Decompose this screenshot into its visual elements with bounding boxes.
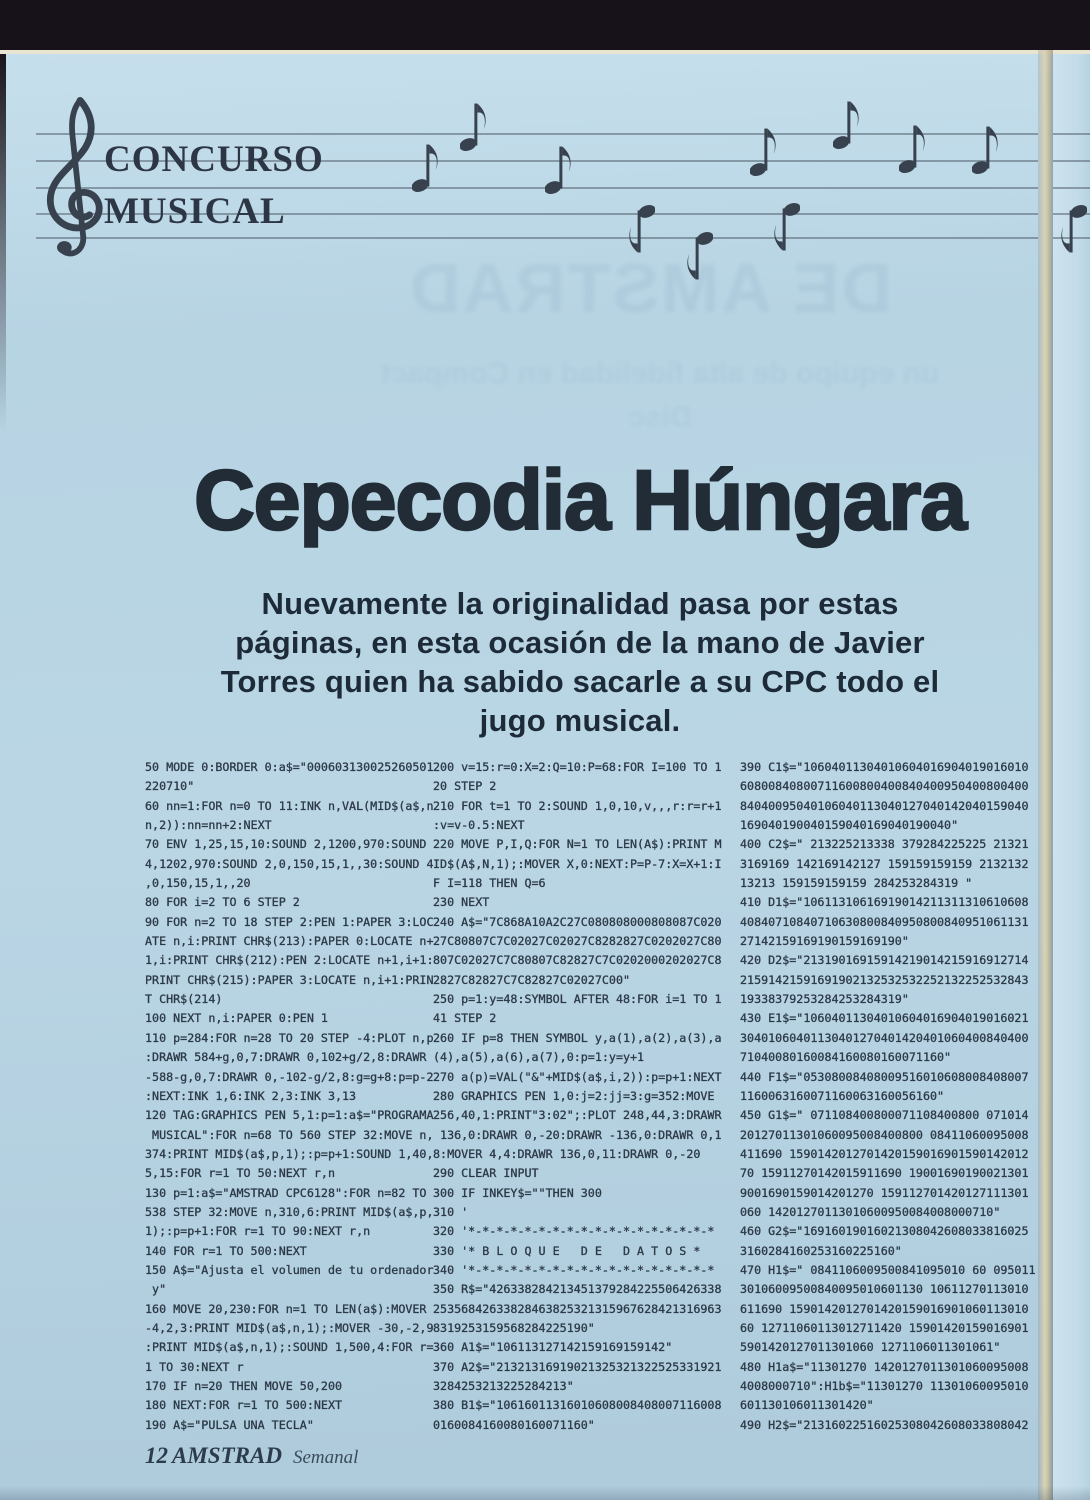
eighth-note-icon <box>412 136 440 196</box>
text-line: páginas, en esta ocasión de la mano de Javier <box>235 625 925 660</box>
article-intro <box>150 584 1010 740</box>
text-line: 2827C82827C7C82827C02027C00" <box>433 972 631 987</box>
text-line: :DRAWR 584+g,0,7:DRAWR 0,102+g/2,8:DRAWR <box>145 1050 427 1065</box>
text-line: 470 H1$=" 0841106009500841095010 60 095011 <box>740 1262 1036 1277</box>
section-title-line2: MUSICAL <box>104 191 286 232</box>
text-line: 19338379253284253284319" <box>740 992 909 1007</box>
text-line: PRINT CHR$(215):PAPER 3:LOCATE n,i+1:PRIN <box>145 972 434 987</box>
text-line: 411690 1590142012701420159016901590142012 <box>740 1146 1029 1161</box>
staff-line <box>1053 133 1090 135</box>
text-line: 27142159169190159169190" <box>740 934 909 949</box>
text-line: 450 G1$=" 071108400800071108400800 071014 <box>740 1108 1029 1123</box>
text-line: 320 '*-*-*-*-*-*-*-*-*-*-*-*-*-*-*-*-*-* <box>433 1224 715 1239</box>
text-line: 430 E1$="10604011304010604016904019016021 <box>740 1011 1029 1026</box>
text-line: 41 STEP 2 <box>433 1011 497 1026</box>
text-line: 410 D1$="10611310616919014211311310610608 <box>740 895 1029 910</box>
ghost-bleed-text: un equipo de alta fidelidad en Compact Disc <box>380 357 940 434</box>
text-line: 180 NEXT:FOR r=1 TO 500:NEXT <box>145 1398 343 1413</box>
text-line: 330 '* B L O Q U E D E D A T O S * <box>433 1243 701 1258</box>
page-fold <box>1038 50 1053 1500</box>
text-line: 350 R$="426338284213451379284225506426338 <box>433 1282 722 1297</box>
text-line: 611690 1590142012701420159016901060113010 <box>740 1301 1029 1316</box>
text-line: :NEXT:INK 1,6:INK 2,3:INK 3,13 <box>145 1088 357 1103</box>
text-line: 9001690159014201270 159112701420127111301 <box>740 1185 1029 1200</box>
text-line: 5901420127011301060 1271106011301061" <box>740 1340 1001 1355</box>
text-line: 30401060401130401270401420401060400840400 <box>740 1030 1029 1045</box>
text-line: 256,40,1:PRINT"3:02";:PLOT 248,44,3:DRAWR <box>433 1108 722 1123</box>
text-line: 340 '*-*-*-*-*-*-*-*-*-*-*-*-*-*-*-*-*-* <box>433 1262 715 1277</box>
text-line: 601130106011301420" <box>740 1398 874 1413</box>
scan-border-top <box>0 0 1090 50</box>
text-line: 136,0:DRAWR 0,-20:DRAWR -136,0:DRAWR 0,1 <box>433 1127 722 1142</box>
text-line: 1,i:PRINT CHR$(212):PEN 2:LOCATE n+1,i+1: <box>145 953 434 968</box>
text-line: 169040190040159040169040190040" <box>740 818 959 833</box>
code-listing-column-3 <box>740 758 1040 1435</box>
text-line: y" <box>145 1282 167 1297</box>
text-line: 420 D2$="21319016915914219014215916912714 <box>740 953 1029 968</box>
page-number: 12 <box>145 1443 168 1468</box>
text-line: 60800840800711600800400840400950400800400 <box>740 779 1029 794</box>
magazine-suffix: Semanal <box>292 1447 359 1468</box>
text-line: 13213 159159159159 284253284319 " <box>740 876 973 891</box>
text-line: 4,1202,970:SOUND 2,0,150,15,1,,30:SOUND 4 <box>145 856 434 871</box>
text-line: 1160063160071160063160056160" <box>740 1088 945 1103</box>
text-line: Nuevamente la originalidad pasa por estas <box>261 586 899 621</box>
text-line: 310 ' <box>433 1204 469 1219</box>
text-line: 60 nn=1:FOR n=0 TO 11:INK n,VAL(MID$(a$,n <box>145 798 434 813</box>
text-line: jugo musical. <box>479 703 681 738</box>
text-line: 140 FOR r=1 TO 500:NEXT <box>145 1243 307 1258</box>
text-line: 220710" <box>145 779 195 794</box>
text-line: 21591421591691902132532532252132252532843 <box>740 972 1029 987</box>
staff-line <box>1053 160 1090 162</box>
text-line: 290 CLEAR INPUT <box>433 1166 539 1181</box>
text-line: 1 TO 30:NEXT r <box>145 1359 244 1374</box>
eighth-note-icon <box>545 138 573 198</box>
page-footer <box>145 1443 358 1469</box>
text-line: 400 C2$=" 213225213338 379284225225 21321 <box>740 837 1029 852</box>
text-line: 0160084160080160071160" <box>433 1417 595 1432</box>
text-line: 25356842633828463825321315967628421316963 <box>433 1301 722 1316</box>
text-line: 190 A$="PULSA UNA TECLA" <box>145 1417 314 1432</box>
text-line: 250 p=1:y=48:SYMBOL AFTER 48:FOR i=1 TO 1 <box>433 992 722 1007</box>
eighth-note-icon <box>772 199 800 259</box>
eighth-note-icon <box>627 201 655 261</box>
text-line: 170 IF n=20 THEN MOVE 50,200 <box>145 1379 343 1393</box>
code-listing-column-2 <box>433 758 733 1435</box>
text-line: 30106009500840095010601130 10611270113010 <box>740 1282 1029 1297</box>
article-title: Cepecodia Húngara <box>194 453 966 547</box>
text-line: 390 C1$="10604011304010604016904019016010 <box>740 760 1029 774</box>
eighth-note-icon <box>1059 201 1087 261</box>
text-line: ID$(A$,N,1);:MOVER X,0:NEXT:P=P-7:X=X+1:I <box>433 856 722 871</box>
eighth-note-icon <box>750 120 778 180</box>
text-line: 380 B1$="10616011316010608008408007116008 <box>433 1398 722 1413</box>
text-line: 374:PRINT MID$(a$,p,1);:p=p+1:SOUND 1,40, <box>145 1146 434 1161</box>
ghost-bleed-text: DE AMSTRAD <box>407 249 893 327</box>
eighth-note-icon <box>685 228 713 288</box>
page-edge-line <box>0 50 1090 54</box>
text-line: ,0,150,15,1,,20 <box>145 876 251 891</box>
text-line: Torres quien ha sabido sacarle a su CPC todo el <box>220 664 940 699</box>
text-line: 240 A$="7C868A10A2C27C080808000808087C020 <box>433 914 722 929</box>
text-line: 230 NEXT <box>433 895 490 910</box>
text-line: -588-g,0,7:DRAWR 0,-102-g/2,8:g=g+8:p=p-2 <box>145 1069 434 1084</box>
eighth-note-icon <box>899 117 927 177</box>
text-line: 360 A1$="106113127142159169159142" <box>433 1340 673 1355</box>
text-line: 150 A$="Ajusta el volumen de tu ordenador <box>145 1262 434 1277</box>
eighth-note-icon <box>833 93 861 153</box>
text-line: 370 A2$="21321316919021325321322525331921 <box>433 1359 722 1374</box>
text-line: 3169169 142169142127 159159159159 2132132 <box>740 856 1029 871</box>
text-line: 480 H1a$="11301270 1420127011301060095008 <box>740 1359 1029 1374</box>
text-line: 71040080160084160080160071160" <box>740 1050 952 1065</box>
text-line: MUSICAL":FOR n=68 TO 560 STEP 32:MOVE n, <box>145 1127 434 1142</box>
text-line: 210 FOR t=1 TO 2:SOUND 1,0,10,v,,,r:r=r+1 <box>433 798 722 813</box>
text-line: 160 MOVE 20,230:FOR n=1 TO LEN(a$):MOVER <box>145 1301 427 1316</box>
text-line: 100 NEXT n,i:PAPER 0:PEN 1 <box>145 1011 328 1026</box>
text-line: 280 GRAPHICS PEN 1,0:j=2:jj=3:g=352:MOVE <box>433 1088 715 1103</box>
text-line: 3160284160253160225160" <box>740 1243 902 1258</box>
text-line: 1);:p=p+1:FOR r=1 TO 90:NEXT r,n <box>145 1224 371 1239</box>
text-line: 84040095040106040113040127040142040159040 <box>740 798 1029 813</box>
text-line: 120 TAG:GRAPHICS PEN 5,1:p=1:a$="PROGRAMA <box>145 1108 434 1123</box>
scan-border-left <box>0 54 6 474</box>
text-line: 300 IF INKEY$=""THEN 300 <box>433 1185 602 1200</box>
scan-shadow-bottom <box>0 1486 1090 1500</box>
text-line: 130 p=1:a$="AMSTRAD CPC6128":FOR n=82 TO <box>145 1185 427 1200</box>
magazine-name: AMSTRAD <box>172 1443 282 1468</box>
text-line: 40840710840710630800840950800840951061131 <box>740 914 1029 929</box>
text-line: 220 MOVE P,I,Q:FOR N=1 TO LEN(A$):PRINT M <box>433 837 722 852</box>
text-line: 60 12711060113012711420 15901420159016901 <box>740 1320 1029 1335</box>
text-line: 4008000710":H1b$="11301270 11301060095010 <box>740 1379 1029 1393</box>
text-line: 5,15:FOR r=1 TO 50:NEXT r,n <box>145 1166 335 1181</box>
text-line: 90 FOR n=2 TO 18 STEP 2:PEN 1:PAPER 3:LOC <box>145 914 434 929</box>
text-line: 460 G2$="16916019016021308042608033816025 <box>740 1224 1029 1239</box>
text-line: 50 MODE 0:BORDER 0:a$="000603130025260501 <box>145 760 434 774</box>
section-title-line1: CONCURSO <box>104 139 324 180</box>
text-line: (4),a(5),a(6),a(7),0:p=1:y=y+1 <box>433 1050 645 1065</box>
next-page-strip <box>1053 54 1090 1500</box>
staff-line <box>1053 187 1090 189</box>
text-line: 538 STEP 32:MOVE n,310,6:PRINT MID$(a$,p, <box>145 1204 434 1219</box>
text-line: 8:MOVER 4,4:DRAWR 136,0,11:DRAWR 0,-20 <box>433 1146 701 1161</box>
text-line: T CHR$(214) <box>145 992 223 1007</box>
text-line: F I=118 THEN Q=6 <box>433 876 546 891</box>
text-line: 70 15911270142015911690 19001690190021301 <box>740 1166 1029 1181</box>
text-line: 70 ENV 1,25,15,10:SOUND 2,1200,970:SOUND <box>145 837 427 852</box>
text-line: 80 FOR i=2 TO 6 STEP 2 <box>145 895 300 910</box>
text-line: 490 H2$="21316022516025308042608033808042 <box>740 1417 1029 1432</box>
text-line: 20 STEP 2 <box>433 779 497 794</box>
eighth-note-icon <box>460 95 488 155</box>
text-line: :v=v-0.5:NEXT <box>433 818 525 833</box>
text-line: 260 IF p=8 THEN SYMBOL y,a(1),a(2),a(3),a <box>433 1030 722 1045</box>
eighth-note-icon <box>972 118 1000 178</box>
text-line: 060 14201270113010600950084008000710" <box>740 1204 1001 1219</box>
text-line: ATE n,i:PRINT CHR$(213):PAPER 0:LOCATE n+ <box>145 934 434 949</box>
text-line: 27C80807C7C02027C02027C8282827C0202027C80 <box>433 934 722 949</box>
text-line: :PRINT MID$(a$,n,1);:SOUND 1,500,4:FOR r= <box>145 1340 434 1355</box>
code-listing-column-1 <box>145 758 445 1435</box>
text-line: 110 p=284:FOR n=28 TO 20 STEP -4:PLOT n,p <box>145 1030 434 1045</box>
text-line: 20127011301060095008400800 08411060095008 <box>740 1127 1029 1142</box>
text-line: 807C02027C7C80807C82827C7C0202000202027C8 <box>433 953 722 968</box>
text-line: 440 F1$="05308008408009516010608008408007 <box>740 1069 1029 1084</box>
text-line: n,2)):nn=nn+2:NEXT <box>145 818 272 833</box>
text-line: 8319253159568284225190" <box>433 1320 595 1335</box>
section-title <box>104 134 324 238</box>
text-line: 270 a(p)=VAL("&"+MID$(a$,i,2)):p=p+1:NEXT <box>433 1069 722 1084</box>
text-line: 200 v=15:r=0:X=2:Q=10:P=68:FOR I=100 TO 1 <box>433 760 722 774</box>
text-line: -4,2,3:PRINT MID$(a$,n,1);:MOVER -30,-2,9 <box>145 1320 434 1335</box>
text-line: 3284253213225284213" <box>433 1379 574 1393</box>
